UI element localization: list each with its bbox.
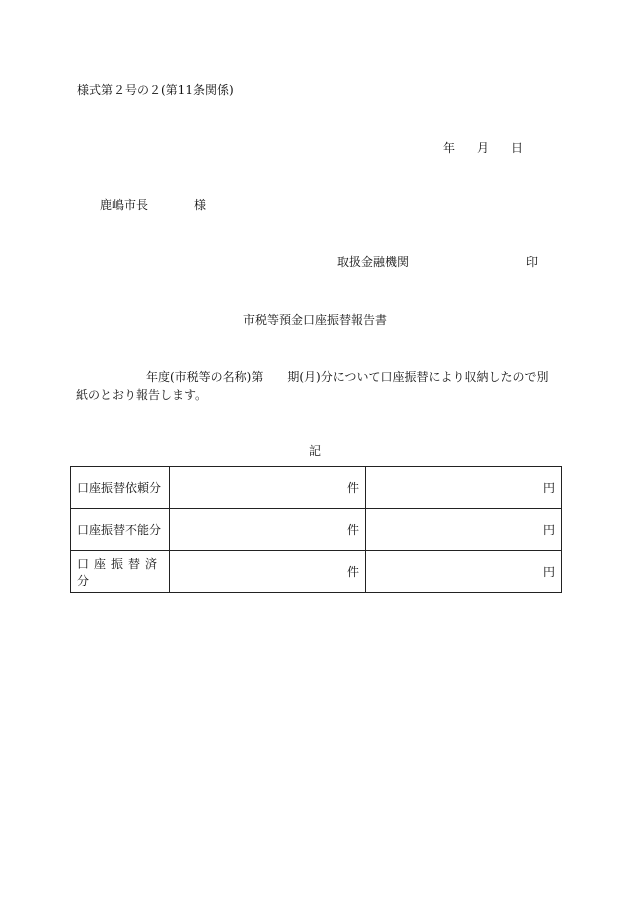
row-label: 口座振替依頼分 (71, 467, 170, 509)
form-number: 様式第２号の２(第11条関係) (77, 83, 234, 97)
count-cell: 件 (170, 467, 366, 509)
date-month: 月 (477, 141, 490, 155)
count-cell: 件 (170, 509, 366, 551)
date-day: 日 (511, 141, 524, 155)
row-label: 口座振替済分 (71, 551, 170, 593)
table-row (71, 467, 562, 509)
addressee (100, 198, 206, 212)
amount-cell: 円 (366, 467, 562, 509)
date-year: 年 (443, 141, 456, 155)
addressee-name: 鹿嶋市長 (100, 198, 149, 212)
seal-mark: 印 (526, 255, 539, 269)
row-label: 口座振替不能分 (71, 509, 170, 551)
amount-cell: 円 (366, 551, 562, 593)
amount-cell: 円 (366, 509, 562, 551)
date-line (443, 141, 523, 155)
table-row (71, 551, 562, 593)
count-cell: 件 (170, 551, 366, 593)
body-text: 年度(市税等の名称)第 期(月)分について口座振替により収納したので別紙のとおり報告します。 (76, 370, 549, 402)
document-title: 市税等預金口座振替報告書 (242, 313, 387, 327)
ki-mark: 記 (308, 444, 321, 458)
addressee-honorific: 様 (194, 198, 207, 212)
institution-label: 取扱金融機関 (337, 255, 410, 269)
report-table (70, 466, 562, 593)
table-row (71, 509, 562, 551)
